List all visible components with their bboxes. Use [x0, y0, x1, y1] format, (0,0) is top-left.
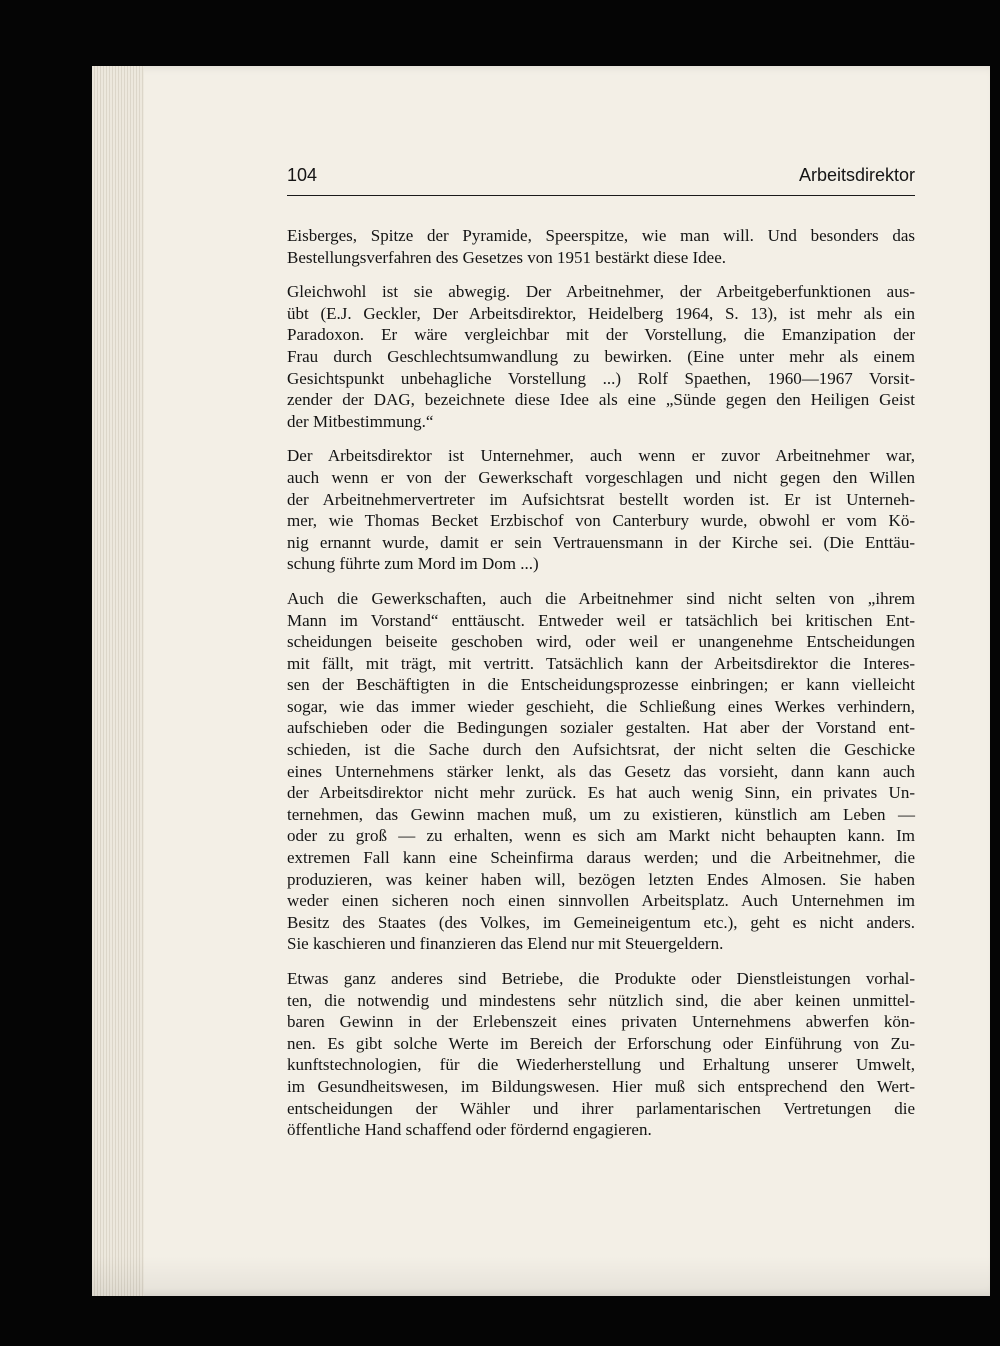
running-header	[287, 165, 915, 196]
text-line: öffentliche Hand schaffend oder fördernd engagieren.	[287, 1120, 652, 1140]
text-line: der Arbeitsdirektor nicht mehr zurück. Es hat auch wenig Sinn, ein privates Un-	[287, 783, 915, 803]
paragraph	[287, 281, 915, 432]
text-line: zender der DAG, bezeichnete diese Idee als eine „Sünde gegen den Heiligen Geist	[287, 390, 915, 410]
text-line: produzieren, was keiner haben will, bezögen letzten Endes Almosen. Sie haben	[287, 869, 915, 889]
page-shadow	[92, 1256, 990, 1296]
text-line: übt (E.J. Geckler, Der Arbeitsdirektor, Heidelberg 1964, S. 13), ist mehr als ein	[287, 303, 915, 323]
page-stack-edge	[92, 66, 144, 1296]
text-line: im Gesundheitswesen, im Bildungswesen. Hier muß sich entsprechend den Wert-	[287, 1076, 915, 1096]
text-line: sogar, wie das immer wieder geschieht, die Schließung eines Werkes verhindern,	[287, 696, 915, 716]
text-line: der Mitbestimmung.“	[287, 411, 434, 431]
text-line: Der Arbeitsdirektor ist Unternehmer, auch wenn er zuvor Arbeitnehmer war,	[287, 446, 915, 466]
text-line: entscheidungen der Wähler und ihrer parlamentarischen Vertretungen die	[287, 1098, 915, 1118]
text-line: schieden, ist die Sache durch den Aufsichtsrat, der nicht selten die Geschicke	[287, 740, 915, 760]
running-title: Arbeitsdirektor	[798, 165, 915, 185]
paragraph	[287, 588, 915, 955]
text-line: Gleichwohl ist sie abwegig. Der Arbeitnehmer, der Arbeitgeberfunktionen aus-	[287, 282, 915, 302]
text-line: Gesichtspunkt unbehagliche Vorstellung ...) Rolf Spaethen, 1960—1967 Vorsit-	[287, 368, 915, 388]
text-line: aufschieben oder die Bedingungen sozialer gestalten. Hat aber der Vorstand ent-	[287, 718, 915, 738]
body-text	[287, 225, 915, 1154]
text-line: baren Gewinn in der Erlebenszeit eines privaten Unternehmens abwerfen kön-	[287, 1012, 915, 1032]
text-line: extremen Fall kann eine Scheinfirma daraus werden; und die Arbeitnehmer, die	[287, 848, 915, 868]
text-line: der Arbeitnehmervertreter im Aufsichtsrat bestellt worden ist. Er ist Unterneh-	[287, 489, 915, 509]
text-line: nig ernannt wurde, damit er sein Vertrauensmann in der Kirche sei. (Die Enttäu-	[287, 532, 915, 552]
text-line: weder einen sicheren noch einen sinnvollen Arbeitsplatz. Auch Unternehmen im	[287, 891, 915, 911]
text-line: Sie kaschieren und finanzieren das Elend nur mit Steuergeldern.	[287, 934, 724, 954]
paragraph	[287, 968, 915, 1141]
paragraph	[287, 225, 915, 268]
text-line: ternehmen, das Gewinn machen muß, um zu existieren, künstlich am Leben —	[287, 804, 915, 824]
text-line: Bestellungsverfahren des Gesetzes von 1951 bestärkt diese Idee.	[287, 247, 727, 267]
text-line: schung führte zum Mord im Dom ...)	[287, 554, 539, 574]
text-line: mer, wie Thomas Becket Erzbischof von Canterbury wurde, obwohl er vom Kö-	[287, 511, 915, 531]
text-line: Besitz des Staates (des Volkes, im Gemeineigentum etc.), geht es nicht anders.	[287, 912, 915, 932]
text-line: oder zu groß — zu erhalten, wenn es sich am Markt nicht behaupten kann. Im	[287, 826, 915, 846]
text-line: Auch die Gewerkschaften, auch die Arbeitnehmer sind nicht selten von „ihrem	[287, 588, 915, 608]
text-line: auch wenn er von der Gewerkschaft vorgeschlagen und nicht gegen den Willen	[287, 467, 915, 487]
text-line: Frau durch Geschlechtsumwandlung zu bewirken. (Eine unter mehr als einem	[287, 346, 915, 366]
text-line: mit fällt, mit trägt, mit vertritt. Tatsächlich kann der Arbeitsdirektor die Interes-	[287, 653, 915, 673]
text-line: Mann im Vorstand“ enttäuscht. Entweder weil er tatsächlich bei kritischen Ent-	[287, 610, 915, 630]
text-line: eines Unternehmens stärker lenkt, als das Gesetz das vorsieht, dann kann auch	[287, 761, 915, 781]
text-line: nen. Es gibt solche Werte im Bereich der Erforschung oder Einführung von Zu-	[287, 1033, 915, 1053]
text-line: ten, die notwendig und mindestens sehr nützlich sind, die aber keinen unmittel-	[287, 990, 915, 1010]
paragraph	[287, 445, 915, 575]
text-line: sen der Beschäftigten in die Entscheidungsprozesse einbringen; er kann vielleicht	[287, 675, 915, 695]
text-line: Eisberges, Spitze der Pyramide, Speerspitze, wie man will. Und besonders das	[287, 226, 915, 245]
text-line: Etwas ganz anderes sind Betriebe, die Produkte oder Dienstleistungen vorhal-	[287, 969, 915, 988]
page-number: 104	[287, 165, 318, 185]
text-line: kunftstechnologien, für die Wiederherstellung und Erhaltung unserer Umwelt,	[287, 1055, 915, 1075]
text-line: scheidungen beiseite geschoben wird, oder weil er unangenehme Entscheidungen	[287, 632, 915, 652]
text-line: Paradoxon. Er wäre vergleichbar mit der Vorstellung, die Emanzipation der	[287, 325, 915, 345]
